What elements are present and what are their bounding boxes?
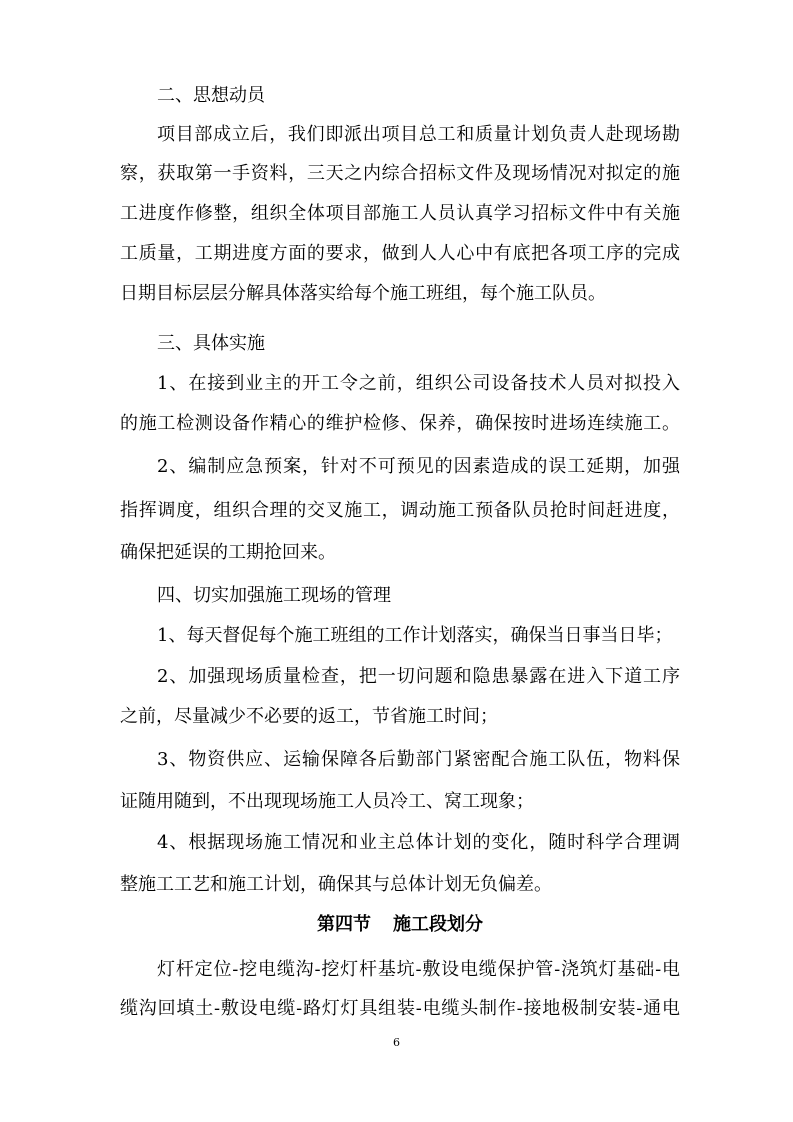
paragraph-line: 3、物资供应、运输保障各后勤部门紧密配合施工队伍，物料保 bbox=[157, 749, 680, 770]
page-number: 6 bbox=[393, 1036, 400, 1049]
paragraph-line: 1、在接到业主的开工令之前，组织公司设备技术人员对拟投入 bbox=[157, 373, 680, 394]
paragraph-line: 4、根据现场施工情况和业主总体计划的变化，随时科学合理调 bbox=[157, 832, 680, 853]
paragraph-line: 2、加强现场质量检查，把一切问题和隐患暴露在进入下道工序 bbox=[157, 666, 680, 687]
heading-implementation: 三、具体实施 bbox=[157, 333, 265, 354]
paragraph-line: 整施工工艺和施工计划，确保其与总体计划无负偏差。 bbox=[120, 874, 552, 895]
heading-ideological-mobilization: 二、思想动员 bbox=[157, 85, 265, 106]
paragraph-line: 项目部成立后，我们即派出项目总工和质量计划负责人赴现场勘 bbox=[157, 124, 680, 145]
paragraph-line: 2、编制应急预案，针对不可预见的因素造成的误工延期，加强 bbox=[157, 456, 680, 477]
section-number: 第四节 bbox=[317, 914, 371, 935]
paragraph-line: 工质量，工期进度方面的要求，做到人人心中有底把各项工序的完成 bbox=[120, 243, 680, 264]
paragraph-line: 灯杆定位-挖电缆沟-挖灯杆基坑-敷设电缆保护管-浇筑灯基础-电 bbox=[157, 959, 680, 980]
heading-site-management: 四、切实加强施工现场的管理 bbox=[157, 585, 391, 606]
paragraph-line: 工进度作修整，组织全体项目部施工人员认真学习招标文件中有关施 bbox=[120, 203, 680, 224]
paragraph-line: 缆沟回填土-敷设电缆-路灯灯具组装-电缆头制作-接地极制安装-通电 bbox=[120, 998, 680, 1019]
paragraph-line: 确保把延误的工期抢回来。 bbox=[120, 542, 336, 563]
paragraph-line: 的施工检测设备作精心的维护检修、保养，确保按时进场连续施工。 bbox=[120, 413, 680, 434]
section-title: 施工段划分 bbox=[393, 914, 483, 935]
paragraph-line: 1、每天督促每个施工班组的工作计划落实，确保当日事当日毕； bbox=[157, 625, 673, 646]
paragraph-line: 日期目标层层分解具体落实给每个施工班组，每个施工队员。 bbox=[120, 283, 606, 304]
paragraph-line: 察，获取第一手资料，三天之内综合招标文件及现场情况对拟定的施 bbox=[120, 163, 680, 184]
paragraph-line: 指挥调度，组织合理的交叉施工，调动施工预备队员抢时间赶进度， bbox=[120, 500, 680, 521]
paragraph-line: 之前，尽量减少不必要的返工，节省施工时间； bbox=[120, 706, 498, 727]
section-heading bbox=[120, 912, 680, 938]
paragraph-line: 证随用随到，不出现现场施工人员冷工、窝工现象； bbox=[120, 791, 534, 812]
